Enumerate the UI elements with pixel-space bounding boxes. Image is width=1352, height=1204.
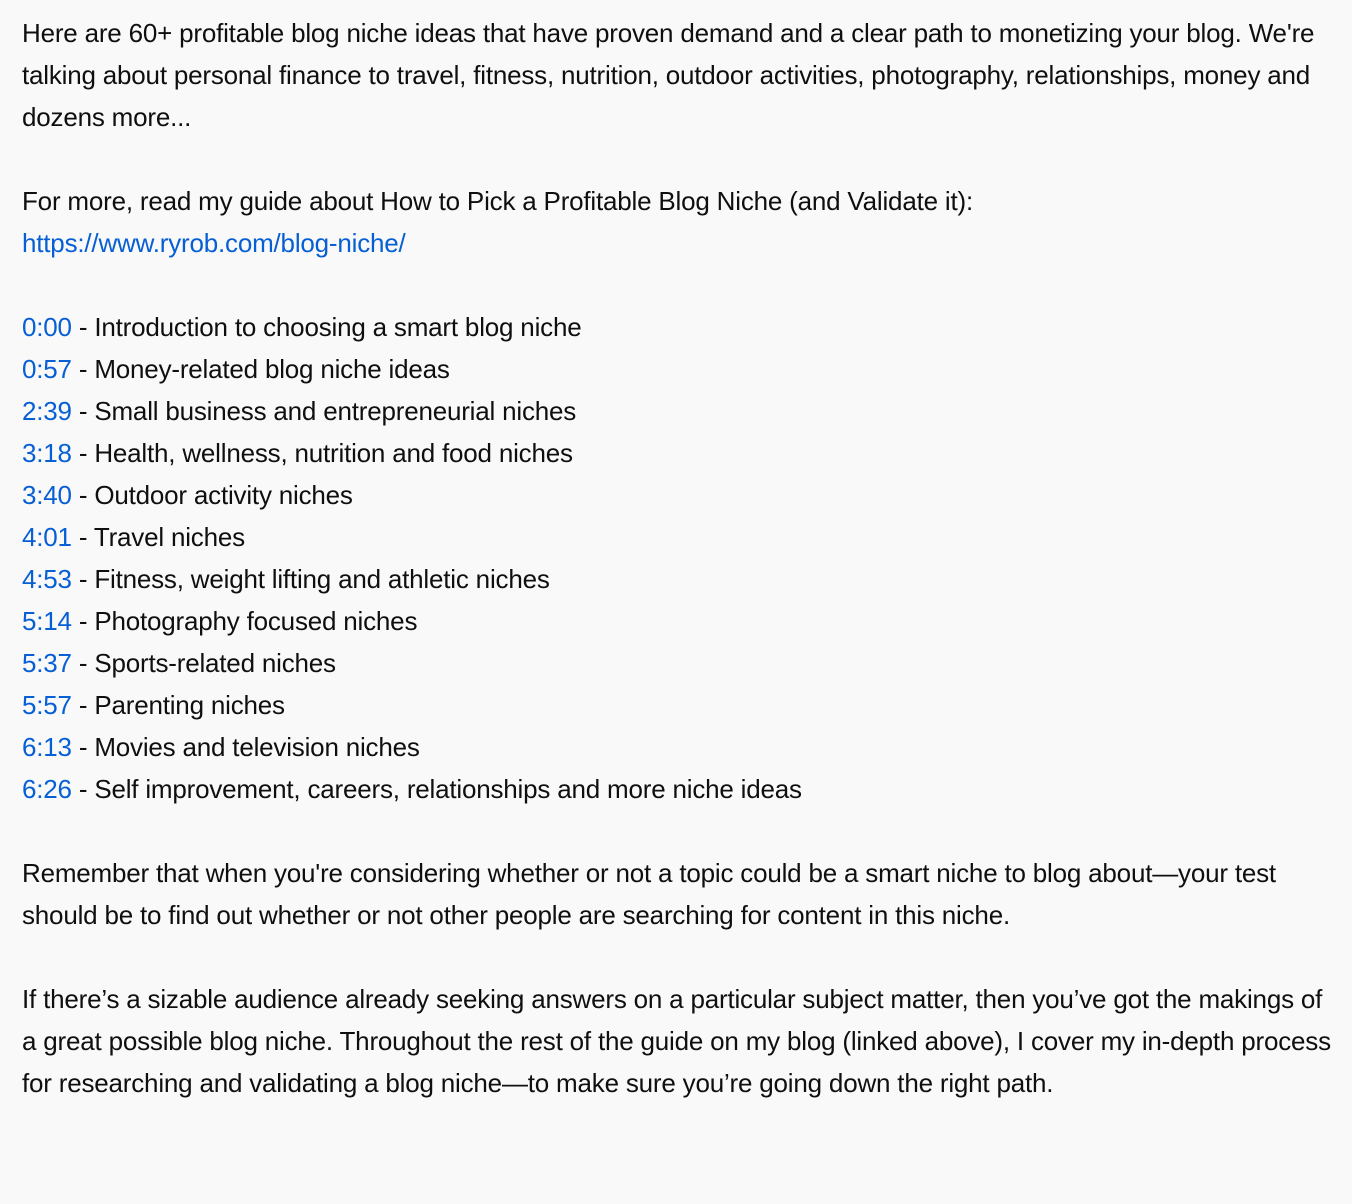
chapter-timestamp-link[interactable]: 6:13 xyxy=(22,732,72,762)
chapter-item xyxy=(22,726,1332,768)
remember-paragraph: Remember that when you're considering whether or not a topic could be a smart niche to blog about—your test should be to find out whether or not other people are searching for content in this niche. xyxy=(22,858,1276,930)
guide-paragraph xyxy=(22,180,1332,264)
chapter-timestamp-link[interactable]: 5:57 xyxy=(22,690,72,720)
spacer xyxy=(22,936,1332,978)
chapter-title: Health, wellness, nutrition and food niches xyxy=(94,438,573,468)
chapter-timestamp-link[interactable]: 5:37 xyxy=(22,648,72,678)
chapter-separator: - xyxy=(71,732,95,762)
chapter-title: Movies and television niches xyxy=(94,732,420,762)
chapter-timestamp-link[interactable]: 3:40 xyxy=(22,480,72,510)
chapter-separator: - xyxy=(71,438,95,468)
chapter-separator: - xyxy=(71,396,95,426)
chapter-separator: - xyxy=(71,522,94,552)
chapter-title: Outdoor activity niches xyxy=(94,480,353,510)
chapter-item xyxy=(22,768,1332,810)
chapter-timestamp-link[interactable]: 4:53 xyxy=(22,564,72,594)
chapter-item xyxy=(22,348,1332,390)
chapter-title: Sports-related niches xyxy=(94,648,336,678)
chapter-timestamp-link[interactable]: 6:26 xyxy=(22,774,72,804)
chapter-title: Fitness, weight lifting and athletic niches xyxy=(94,564,550,594)
chapter-timestamp-link[interactable]: 3:18 xyxy=(22,438,72,468)
chapter-item xyxy=(22,474,1332,516)
chapter-timestamp-link[interactable]: 0:57 xyxy=(22,354,72,384)
chapter-title: Parenting niches xyxy=(94,690,285,720)
chapter-item xyxy=(22,642,1332,684)
chapter-timestamp-link[interactable]: 2:39 xyxy=(22,396,72,426)
chapter-separator: - xyxy=(71,354,95,384)
chapter-list xyxy=(22,306,1332,810)
chapter-title: Small business and entrepreneurial niches xyxy=(94,396,577,426)
chapter-separator: - xyxy=(71,606,95,636)
guide-link[interactable]: https://www.ryrob.com/blog-niche/ xyxy=(22,228,406,258)
audience-paragraph: If there’s a sizable audience already seeking answers on a particular subject matter, then you’ve got the makings of a great possible blog niche. Throughout the rest of the guide on my blog (linked above), I cover my in-depth process for researching and validating a blog niche—to make sure you’re going down the right path. xyxy=(22,984,1331,1098)
chapter-item xyxy=(22,600,1332,642)
chapter-separator: - xyxy=(71,690,95,720)
chapter-item xyxy=(22,432,1332,474)
chapter-timestamp-link[interactable]: 0:00 xyxy=(22,312,72,342)
chapter-title: Introduction to choosing a smart blog niche xyxy=(94,312,582,342)
chapter-separator: - xyxy=(71,648,95,678)
chapter-title: Money-related blog niche ideas xyxy=(94,354,450,384)
chapter-item xyxy=(22,558,1332,600)
spacer xyxy=(22,264,1332,306)
chapter-separator: - xyxy=(71,312,95,342)
chapter-separator: - xyxy=(71,564,95,594)
chapter-timestamp-link[interactable]: 5:14 xyxy=(22,606,72,636)
chapter-item xyxy=(22,306,1332,348)
chapter-item xyxy=(22,390,1332,432)
chapter-timestamp-link[interactable]: 4:01 xyxy=(22,522,72,552)
intro-paragraph: Here are 60+ profitable blog niche ideas that have proven demand and a clear path to monetizing your blog. We're talking about personal finance to travel, fitness, nutrition, outdoor activities, photography, relationships, money and dozens more... xyxy=(22,18,1315,132)
chapter-item xyxy=(22,684,1332,726)
chapter-separator: - xyxy=(71,774,95,804)
chapter-title: Travel niches xyxy=(93,522,245,552)
guide-text: For more, read my guide about How to Pick a Profitable Blog Niche (and Validate it): xyxy=(22,186,973,216)
spacer xyxy=(22,810,1332,852)
chapter-item xyxy=(22,516,1332,558)
spacer xyxy=(22,138,1332,180)
video-description xyxy=(22,12,1332,1104)
chapter-title: Self improvement, careers, relationships and more niche ideas xyxy=(94,774,802,804)
chapter-separator: - xyxy=(71,480,95,510)
chapter-title: Photography focused niches xyxy=(94,606,418,636)
